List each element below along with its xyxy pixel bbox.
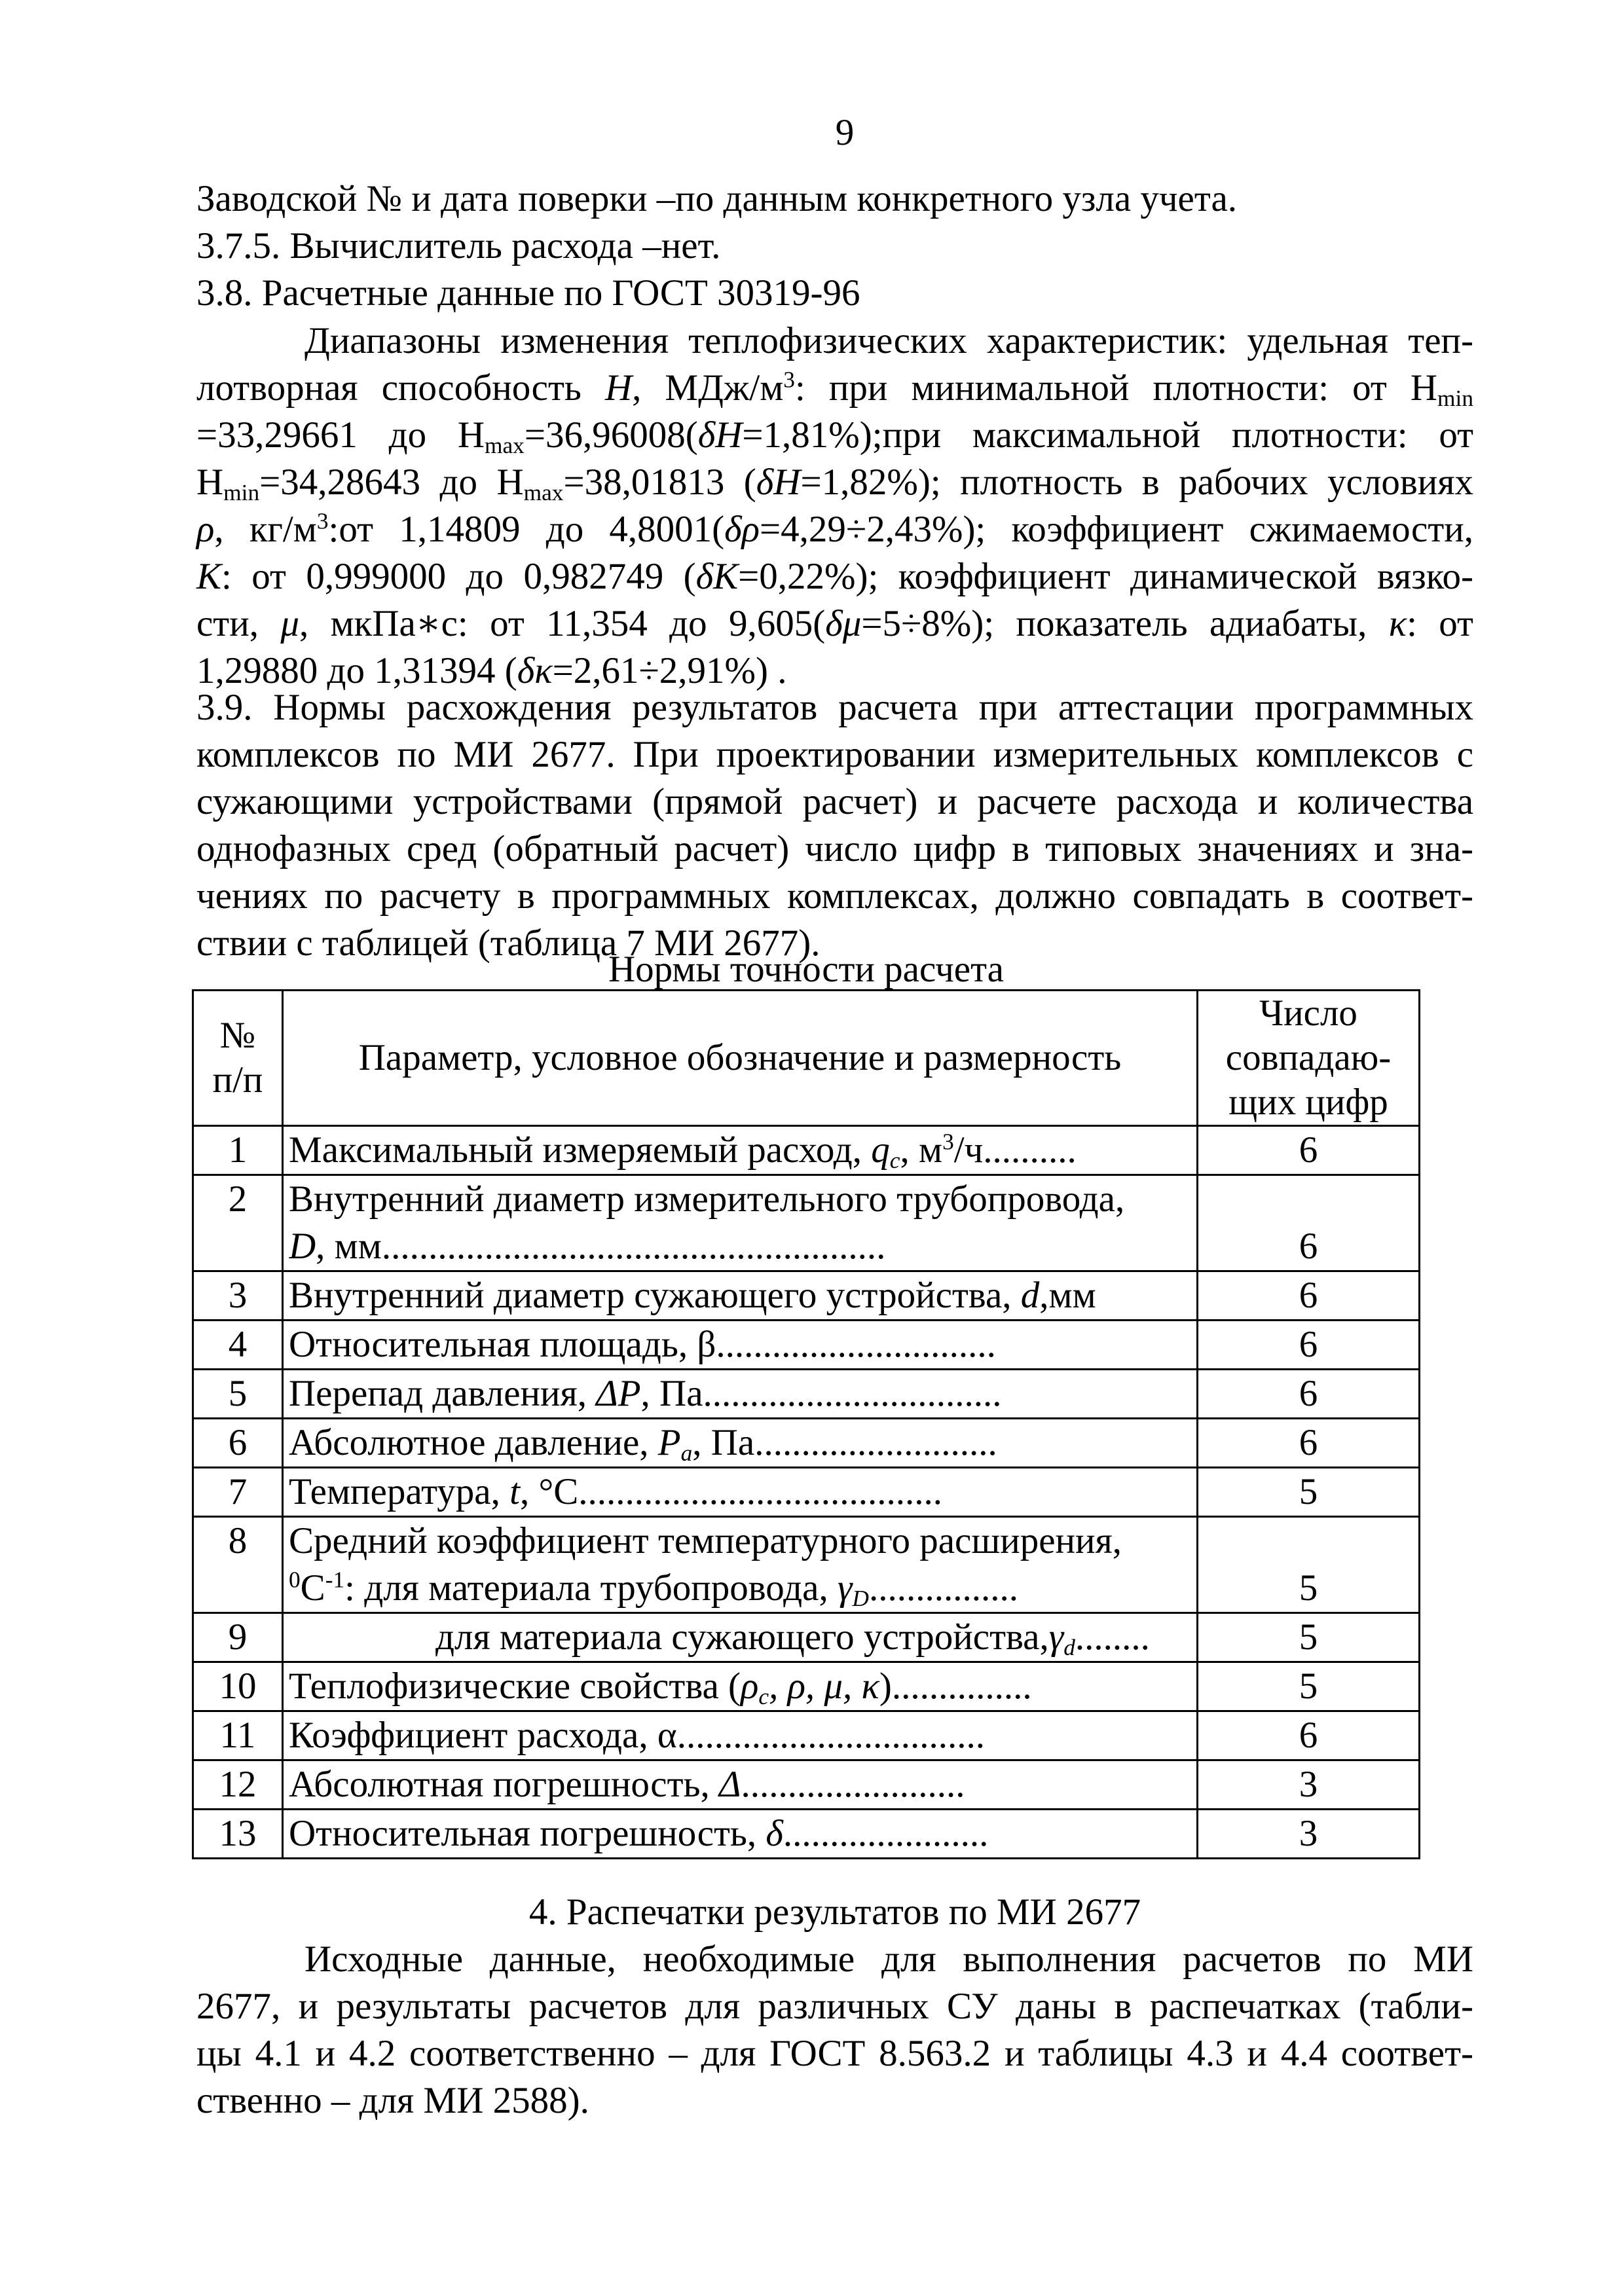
text-segment: c: [758, 1683, 769, 1709]
text-line: [196, 1936, 1473, 1983]
row-number: 6: [193, 1419, 283, 1468]
text-segment: δμ: [825, 603, 862, 644]
text-segment: =4,29÷2,43%); коэффициент сжимаемости,: [760, 509, 1474, 550]
text-segment: 3: [316, 508, 329, 534]
text-segment: : для материала трубопровода,: [344, 1567, 838, 1609]
text-segment: δκ: [517, 650, 553, 691]
text-segment: δH: [697, 414, 743, 456]
text-segment: Средний коэффициент температурного расширения,: [289, 1520, 1122, 1561]
text-segment: P: [657, 1422, 681, 1463]
header-param: Параметр, условное обозначение и размерность: [283, 991, 1198, 1126]
accuracy-table: [192, 989, 1420, 1859]
text-line: [196, 365, 1473, 412]
row-number: 12: [193, 1760, 283, 1810]
row-number: 3: [193, 1271, 283, 1321]
text-segment: сужающими устройствами (прямой расчет) и расчете расхода и количества: [196, 781, 1473, 822]
text-segment: , мм......................................................: [316, 1226, 886, 1267]
parameter-line: [289, 1419, 1191, 1467]
text-line: [196, 175, 1473, 223]
text-segment: )...............: [879, 1666, 1032, 1707]
row-parameter: [283, 1662, 1198, 1711]
header-num-line: п/п: [212, 1059, 263, 1101]
text-segment: , МДж/м: [632, 367, 784, 409]
text-segment: δH: [756, 462, 801, 503]
text-segment: δρ: [724, 509, 760, 550]
text-segment: Диапазоны изменения теплофизических характеристик: удельная теп-: [304, 320, 1473, 361]
parameter-line: [289, 1223, 1191, 1270]
text-segment: Теплофизические свойства (: [289, 1666, 741, 1707]
text-segment: , °С.......................................: [519, 1471, 943, 1512]
text-segment: =36,96008(: [524, 414, 698, 456]
text-segment: δ: [766, 1813, 783, 1854]
text-segment: , мкПа∗с: от 11,354 до 9,605(: [299, 603, 826, 644]
parameter-line: [289, 1810, 1191, 1857]
parameter-line: [289, 1272, 1191, 1319]
text-line: [196, 506, 1473, 553]
text-segment: Температура,: [289, 1471, 510, 1512]
header-num-line: №: [219, 1015, 256, 1056]
row-digit-count: 6: [1198, 1321, 1420, 1370]
page-number: 9: [835, 112, 855, 153]
text-segment: δK: [695, 556, 739, 597]
text-segment: =1,82%); плотность в рабочих условиях: [800, 462, 1474, 503]
text-segment: сти,: [196, 603, 281, 644]
header-num: [193, 991, 283, 1126]
parameter-line: [289, 1614, 1191, 1661]
text-segment: K: [196, 556, 222, 597]
text-segment: H: [196, 462, 224, 503]
row-parameter: [283, 1175, 1198, 1271]
text-segment: =34,28643 до H: [259, 462, 524, 503]
row-digit-count: 6: [1198, 1175, 1420, 1271]
text-segment: Относительная площадь, β..............................: [289, 1324, 996, 1365]
text-line: [196, 873, 1473, 920]
text-line: [196, 270, 1473, 317]
row-digit-count: 6: [1198, 1711, 1420, 1760]
text-segment: : от: [1407, 603, 1473, 644]
text-segment: 0: [289, 1567, 301, 1593]
row-parameter: [283, 1468, 1198, 1517]
text-segment: :от 1,14809 до 4,8001(: [328, 509, 725, 550]
text-segment: чениях по расчету в программных комплексах, должно совпадать в соответ-: [196, 875, 1473, 917]
text-segment: =33,29661 до H: [196, 414, 485, 456]
parameter-line: [289, 1518, 1191, 1565]
text-segment: : от 0,999000 до 0,982749 (: [221, 556, 696, 597]
text-segment: Δ: [718, 1764, 741, 1805]
text-segment: цы 4.1 и 4.2 соответственно – для ГОСТ 8.563.2 и таблицы 4.3 и 4.4 соответ-: [196, 2033, 1473, 2074]
table-header-row: [193, 991, 1420, 1126]
table-row: [193, 1370, 1420, 1419]
table-row: [193, 1613, 1420, 1662]
text-segment: ................: [868, 1567, 1018, 1609]
text-segment: Коэффициент расхода, α.................................: [289, 1715, 985, 1756]
text-segment: 3.8. Расчетные данные по ГОСТ 30319-96: [196, 272, 860, 314]
parameter-line: [289, 1761, 1191, 1808]
text-segment: комплексов по МИ 2677. При проектировании измерительных комплексов с: [196, 734, 1473, 775]
text-segment: , Па................................: [640, 1373, 1002, 1414]
row-parameter: [283, 1370, 1198, 1419]
text-segment: ........................: [741, 1764, 965, 1805]
text-line: [196, 459, 1473, 506]
row-parameter: [283, 1517, 1198, 1613]
text-line: [196, 553, 1473, 600]
text-segment: 3.7.5. Вычислитель расхода –нет.: [196, 225, 721, 266]
text-segment: min: [1437, 385, 1473, 411]
row-digit-count: 5: [1198, 1613, 1420, 1662]
text-segment: D: [852, 1585, 869, 1611]
text-segment: c: [889, 1147, 900, 1173]
row-number: 11: [193, 1711, 283, 1760]
parameter-line: [289, 1565, 1191, 1612]
text-segment: =1,81%);при максимальной плотности: от: [742, 414, 1473, 456]
parameter-line: [289, 1468, 1191, 1516]
text-segment: μ: [280, 603, 299, 644]
row-number: 7: [193, 1468, 283, 1517]
text-segment: min: [223, 479, 260, 505]
text-segment: Исходные данные, необходимые для выполнения расчетов по МИ: [304, 1939, 1473, 1980]
text-segment: d: [1063, 1634, 1075, 1660]
text-line: [196, 412, 1473, 459]
text-segment: =38,01813 (: [563, 462, 756, 503]
row-parameter: [283, 1810, 1198, 1859]
row-number: 5: [193, 1370, 283, 1419]
text-segment: , ρ, μ, κ: [769, 1666, 879, 1707]
table-row: [193, 1126, 1420, 1175]
text-segment: С: [300, 1567, 325, 1609]
text-segment: a: [680, 1440, 693, 1466]
text-segment: Перепад давления,: [289, 1373, 597, 1414]
text-segment: Максимальный измеряемый расход,: [289, 1129, 872, 1171]
text-segment: : при минимальной плотности: от H: [794, 367, 1438, 409]
table-row: [193, 1662, 1420, 1711]
text-line: [196, 731, 1473, 778]
row-number: 4: [193, 1321, 283, 1370]
row-number: 8: [193, 1517, 283, 1613]
text-segment: лотворная способность: [196, 367, 605, 409]
text-segment: ρ: [741, 1666, 759, 1707]
text-segment: ........: [1075, 1616, 1150, 1658]
row-digit-count: 6: [1198, 1271, 1420, 1321]
table-row: [193, 1321, 1420, 1370]
text-segment: max: [485, 432, 525, 458]
row-digit-count: 3: [1198, 1760, 1420, 1810]
header-count-line: совпадаю-: [1225, 1037, 1392, 1078]
text-segment: q: [871, 1129, 890, 1171]
text-line: [196, 1983, 1473, 2030]
row-parameter: [283, 1126, 1198, 1175]
parameter-line: [289, 1321, 1191, 1368]
parameter-line: [289, 1712, 1191, 1759]
row-parameter: [283, 1271, 1198, 1321]
text-line: [196, 826, 1473, 873]
table-row: [193, 1711, 1420, 1760]
row-number: 10: [193, 1662, 283, 1711]
row-parameter: [283, 1321, 1198, 1370]
table-row: [193, 1517, 1420, 1613]
row-number: 9: [193, 1613, 283, 1662]
parameter-line: [289, 1127, 1191, 1174]
table-row: [193, 1810, 1420, 1859]
text-segment: ΔP: [596, 1373, 641, 1414]
text-segment: Внутренний диаметр сужающего устройства,: [289, 1275, 1021, 1316]
text-line: [196, 600, 1473, 647]
text-segment: однофазных сред (обратный расчет) число цифр в типовых значениях и зна-: [196, 828, 1473, 869]
row-parameter: [283, 1419, 1198, 1468]
row-digit-count: 5: [1198, 1517, 1420, 1613]
text-segment: ственно – для МИ 2588).: [196, 2080, 589, 2121]
text-segment: ствии с таблицей (таблица 7 МИ 2677).: [196, 922, 821, 964]
text-line: [196, 684, 1473, 731]
text-segment: D: [289, 1226, 316, 1267]
parameter-line: [289, 1370, 1191, 1417]
header-count-line: Число: [1259, 993, 1357, 1034]
table-title: Нормы точности расчета: [608, 949, 1004, 990]
text-segment: 3.9. Нормы расхождения результатов расчета при аттестации программных: [196, 687, 1473, 728]
table-row: [193, 1760, 1420, 1810]
text-segment: ,мм: [1039, 1275, 1096, 1316]
text-segment: 1,29880 до 1,31394 (: [196, 650, 517, 691]
text-segment: =2,61÷2,91%) .: [552, 650, 787, 691]
row-parameter: [283, 1711, 1198, 1760]
table-row: [193, 1468, 1420, 1517]
table-row: [193, 1175, 1420, 1271]
text-segment: для материала сужающего устройства,: [361, 1616, 1049, 1658]
row-digit-count: 6: [1198, 1419, 1420, 1468]
text-segment: Заводской № и дата поверки –по данным конкретного узла учета.: [196, 178, 1238, 219]
text-segment: , Па..........................: [692, 1422, 997, 1463]
text-segment: 3: [942, 1129, 954, 1155]
table-row: [193, 1419, 1420, 1468]
text-segment: d: [1020, 1275, 1040, 1316]
text-segment: =5÷8%); показатель адиабаты,: [861, 603, 1389, 644]
text-segment: =0,22%); коэффициент динамической вязко-: [738, 556, 1474, 597]
row-digit-count: 5: [1198, 1662, 1420, 1711]
text-segment: Внутренний диаметр измерительного трубопровода,: [289, 1178, 1125, 1220]
text-segment: ......................: [783, 1813, 989, 1854]
text-line: [196, 2077, 1473, 2124]
text-segment: max: [523, 479, 564, 505]
text-segment: Абсолютная погрешность,: [289, 1764, 719, 1805]
text-segment: ρ: [196, 509, 215, 550]
row-digit-count: 5: [1198, 1468, 1420, 1517]
text-line: [196, 778, 1473, 826]
text-line: [196, 223, 1473, 270]
row-digit-count: 6: [1198, 1126, 1420, 1175]
row-digit-count: 6: [1198, 1370, 1420, 1419]
header-count: [1198, 991, 1420, 1126]
text-segment: -1: [325, 1567, 345, 1593]
text-segment: Относительная погрешность,: [289, 1813, 766, 1854]
row-number: 2: [193, 1175, 283, 1271]
text-line: [196, 318, 1473, 365]
row-number: 1: [193, 1126, 283, 1175]
parameter-line: [289, 1176, 1191, 1223]
text-segment: /ч..........: [953, 1129, 1077, 1171]
text-segment: γ: [1048, 1616, 1064, 1658]
text-segment: t: [509, 1471, 520, 1512]
parameter-line: [289, 1663, 1191, 1710]
text-segment: H: [604, 367, 633, 409]
row-parameter: [283, 1760, 1198, 1810]
text-segment: 2677, и результаты расчетов для различных СУ даны в распечатках (табли-: [196, 1986, 1473, 2027]
text-line: [196, 2030, 1473, 2077]
text-segment: , м: [900, 1129, 943, 1171]
row-parameter: [283, 1613, 1198, 1662]
row-number: 13: [193, 1810, 283, 1859]
text-segment: , кг/м: [214, 509, 317, 550]
section-4-heading: 4. Распечатки результатов по МИ 2677: [528, 1891, 1141, 1933]
text-segment: γ: [837, 1567, 853, 1609]
text-segment: 3: [783, 367, 795, 393]
table-row: [193, 1271, 1420, 1321]
row-digit-count: 3: [1198, 1810, 1420, 1859]
text-segment: κ: [1388, 603, 1407, 644]
header-count-line: щих цифр: [1228, 1082, 1388, 1123]
text-segment: Абсолютное давление,: [289, 1422, 658, 1463]
